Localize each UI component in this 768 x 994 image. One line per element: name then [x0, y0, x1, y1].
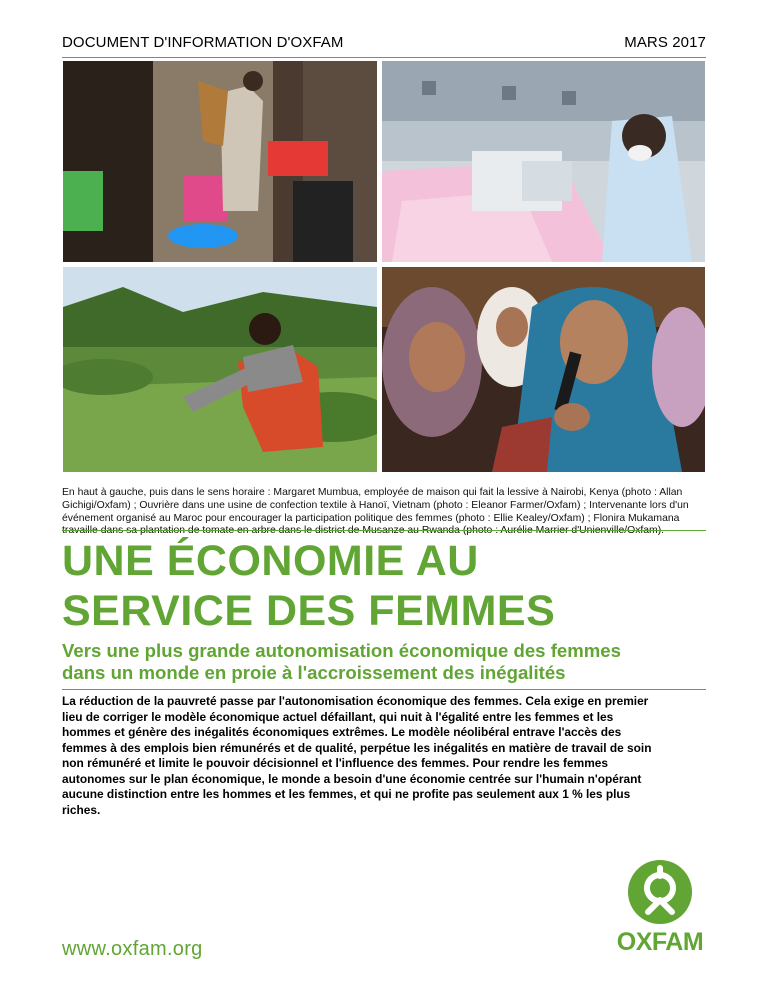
- page-header: [62, 34, 706, 51]
- caption-divider: [62, 530, 706, 531]
- title-line-2: SERVICE DES FEMMES: [62, 587, 556, 635]
- photo-caption: En haut à gauche, puis dans le sens horaire : Margaret Mumbua, employée de maison qui fait la lessive à Nairobi, Kenya (photo : Allan Gichigi/Oxfam) ; Ouvrière dans une usine de confection textile à Hanoï, Vietnam (photo : Eleanor Farmer/Oxfam) ; Intervenante lors d'un événement organisé au Maroc pour encourager la participation politique des femmes (photo : Ellie Kealey/Oxfam) ; Flonira Mukamana: [62, 487, 689, 524]
- document-type-label: DOCUMENT D'INFORMATION D'OXFAM: [62, 34, 344, 51]
- oxfam-logo: [613, 860, 707, 960]
- oxfam-website-link[interactable]: www.oxfam.org: [62, 938, 203, 960]
- header-divider: [62, 57, 706, 58]
- oxfam-logo-icon: [628, 860, 692, 924]
- oxfam-logo-text: OXFAM: [616, 928, 704, 956]
- subtitle-line-1: Vers une plus grande autonomisation économique des femmes: [62, 640, 621, 661]
- abstract-summary: La réduction de la pauvreté passe par l'autonomisation économique des femmes. Cela exige en premier lieu de corriger le modèle économique actuel défaillant, qui nuit à l'égalité entre les femmes et les hommes et génère des inégalités économiques extrêmes. Le modèle néolibéral entrave l'accès des femmes à des emplois bien rémunérés et de qualité, perpétue les inégalités en matière de travail de soin non rémunéré et limite le pouvoir décisionnel et l'influence des femmes. Pour rendre les femmes autonomes sur le plan économique, le monde a besoin d'une économie centrée sur l'humain n'opérant aucune distinction entre les hommes et les femmes, et qui ne profite pas seulement aux 1 % les plus riches.: [62, 694, 652, 817]
- photo-tomato-plantation-worker: [63, 267, 377, 472]
- title-line-1: UNE ÉCONOMIE AU: [62, 537, 479, 585]
- photo-textile-factory-worker: [382, 61, 705, 262]
- photo-domestic-worker-laundry: [63, 61, 377, 262]
- document-subtitle: [62, 640, 722, 684]
- subtitle-line-2: dans un monde en proie à l'accroissement des inégalités: [62, 662, 566, 683]
- subtitle-divider: [62, 689, 706, 690]
- document-title: [62, 536, 722, 636]
- document-date: MARS 2017: [624, 34, 706, 51]
- photo-woman-speaking-microphone: [382, 267, 705, 472]
